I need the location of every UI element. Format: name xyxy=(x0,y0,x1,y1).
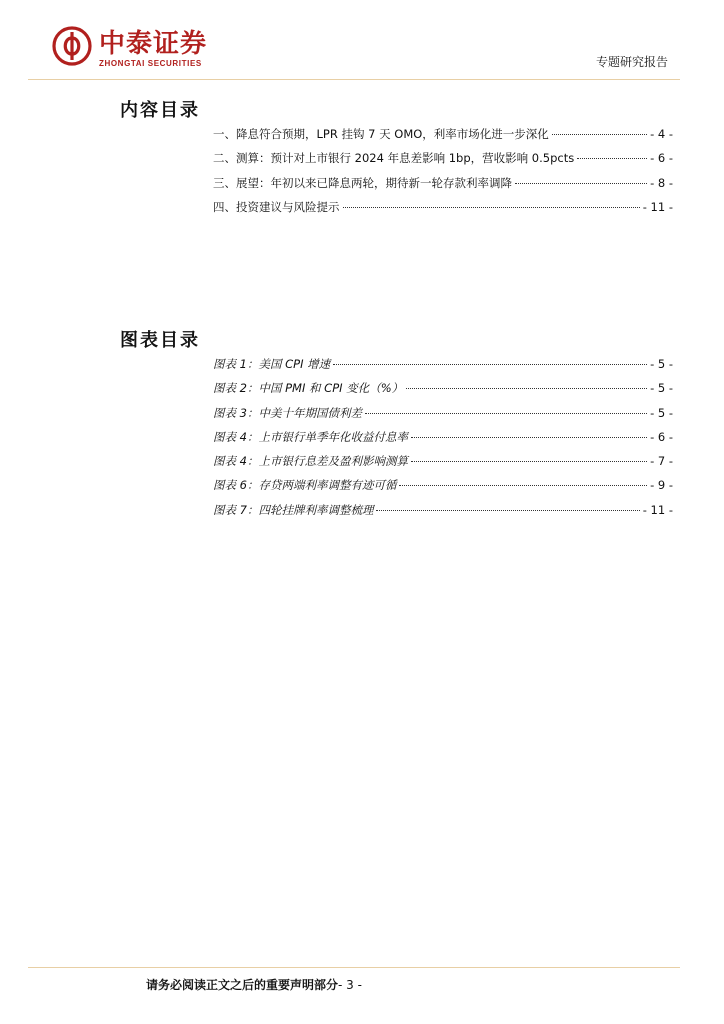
contents-entry-text: 二、测算：预计对上市银行 2024 年息差影响 1bp，营收影响 0.5pcts xyxy=(213,151,575,166)
figure-entry-text: 图表 4：上市银行息差及盈利影响测算 xyxy=(213,454,408,469)
figure-entry-page: - 6 - xyxy=(650,429,673,444)
figure-entry-text: 图表 4：上市银行单季年化收益付息率 xyxy=(213,429,408,444)
footer-disclaimer: 请务必阅读正文之后的重要声明部分 xyxy=(146,978,339,992)
contents-entry[interactable] xyxy=(213,150,673,174)
dot-leader xyxy=(333,364,647,365)
figure-entry-text: 图表 6：存贷两端利率调整有迹可循 xyxy=(213,478,397,493)
contents-entry[interactable] xyxy=(213,175,673,199)
contents-entry-page: - 4 - xyxy=(650,127,673,141)
figure-entry-page: - 7 - xyxy=(650,454,673,469)
figure-entry[interactable] xyxy=(213,429,673,453)
dot-leader xyxy=(577,158,647,159)
figure-entry[interactable] xyxy=(213,453,673,477)
zhongtai-logo-icon xyxy=(52,26,92,66)
contents-entry-text: 三、展望：年初以来已降息两轮，期待新一轮存款利率调降 xyxy=(213,175,512,190)
figure-entry-page: - 5 - xyxy=(650,357,673,371)
footer xyxy=(146,976,362,993)
contents-entry-page: - 11 - xyxy=(642,199,673,214)
contents-entry[interactable] xyxy=(213,199,673,223)
figure-entry-page: - 5 - xyxy=(650,381,673,396)
figure-entry[interactable] xyxy=(213,356,673,380)
footer-divider xyxy=(28,967,680,968)
dot-leader xyxy=(365,413,647,414)
figure-entry[interactable] xyxy=(213,477,673,501)
figure-entry[interactable] xyxy=(213,502,673,526)
brand-name-en: ZHONGTAI SECURITIES xyxy=(99,59,202,68)
contents-entry[interactable] xyxy=(213,126,673,150)
dot-leader xyxy=(515,183,647,184)
figure-entry-text: 图表 7：四轮挂牌利率调整梳理 xyxy=(213,502,374,517)
report-type: 专题研究报告 xyxy=(595,55,668,69)
figure-entry[interactable] xyxy=(213,380,673,404)
brand-name-cn: 中泰证券 xyxy=(99,29,208,59)
figure-entry-page: - 5 - xyxy=(650,405,673,420)
contents-entry-page: - 8 - xyxy=(650,175,673,190)
dot-leader xyxy=(552,134,647,135)
page-header xyxy=(0,0,724,80)
figures-title: 图表目录 xyxy=(120,330,200,351)
dot-leader xyxy=(399,485,647,486)
contents-title: 内容目录 xyxy=(120,100,200,121)
figure-entry-text: 图表 2：中国 PMI 和 CPI 变化（%） xyxy=(213,381,404,396)
contents-entry-text: 四、投资建议与风险提示 xyxy=(213,199,340,214)
figure-entry-text: 图表 3：中美十年期国债利差 xyxy=(213,405,362,420)
contents-entry-text: 一、降息符合预期，LPR 挂钩 7 天 OMO，利率市场化进一步深化 xyxy=(213,127,549,141)
dot-leader xyxy=(376,510,639,511)
figure-entry-text: 图表 1：美国 CPI 增速 xyxy=(213,357,331,371)
footer-page-number: - 3 - xyxy=(338,978,362,992)
figures-list xyxy=(213,356,673,526)
header-divider xyxy=(28,79,680,80)
dot-leader xyxy=(343,207,640,208)
dot-leader xyxy=(411,437,647,438)
figure-entry-page: - 9 - xyxy=(650,478,673,493)
figure-entry[interactable] xyxy=(213,405,673,429)
contents-list xyxy=(213,126,673,223)
dot-leader xyxy=(411,461,647,462)
contents-entry-page: - 6 - xyxy=(650,151,673,166)
dot-leader xyxy=(406,388,647,389)
figure-entry-page: - 11 - xyxy=(642,502,673,517)
